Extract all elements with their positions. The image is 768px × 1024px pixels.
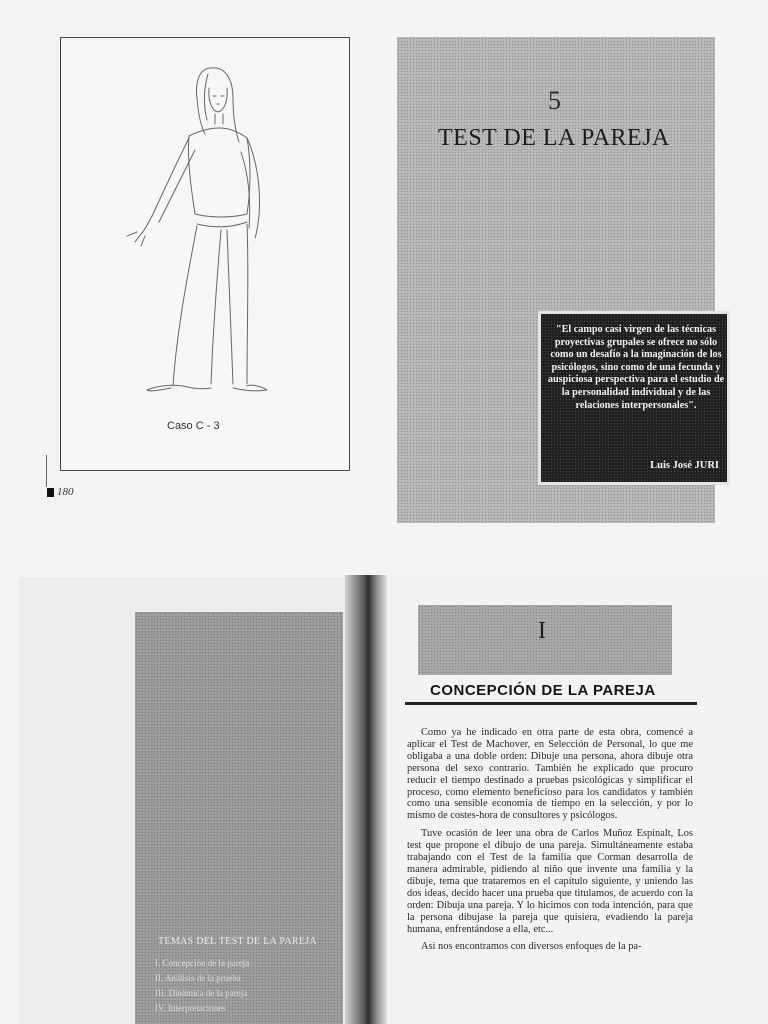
contents-item: IV. Interpretaciones xyxy=(155,1003,226,1013)
epigraph-quote: "El campo casi virgen de las técnicas proyectivas grupales se ofrece no sólo como un desafío a la imaginación de los psicólogos, sino como de una fecunda y auspiciosa perspectiva para el estudio de la personalidad individual y de las relaciones interpersonales". xyxy=(547,324,725,411)
chapter-number: 5 xyxy=(548,86,561,115)
contents-item: III. Dinámica de la pareja xyxy=(155,988,248,998)
contents-item: I. Concepción de la pareja xyxy=(155,958,250,968)
contents-item: II. Análisis de la prueba xyxy=(155,973,241,983)
body-paragraph: Tuve ocasión de leer una obra de Carlos Muñoz Espinalt, Los test que propone el dibujo de una pareja. Simultáneamente estaba trabajando con el Test de la familia que Corman desarrolla de manera admirable, pidiendo al niño que invente una familia y la dibuje, tema que trataremos en el capítulo siguiente, y uniendo las dos ideas, decido hacer una prueba que titulamos, de acuerdo con la orden: Dibuja una pareja. Y lo hicimos con toda intención, para que la persona dibujase la pareja que quisiera, evadiendo la pareja humana, enfrentándose a ella, etc... xyxy=(407,828,693,935)
section-number: I xyxy=(538,618,546,644)
body-text xyxy=(407,727,693,956)
epigraph-author: Luis José JURI xyxy=(650,460,719,471)
body-paragraph: Así nos encontramos con diversos enfoques de la pa- xyxy=(421,941,642,953)
section-rule xyxy=(405,702,697,705)
book-gutter xyxy=(345,575,387,1024)
chapter-title: TEST DE LA PAREJA xyxy=(438,125,670,151)
figure-drawing xyxy=(61,38,349,470)
figure-frame xyxy=(60,37,350,471)
contents-title: TEMAS DEL TEST DE LA PAREJA xyxy=(158,936,317,947)
figure-caption: Caso C - 3 xyxy=(167,420,220,432)
epigraph-box xyxy=(538,311,730,485)
page-number: 180 xyxy=(57,486,74,498)
body-paragraph: Como ya he indicado en otra parte de esta obra, comencé a aplicar el Test de Machover, en Selección de Personal, lo que me obligaba a una doble orden: Dibuje una persona, ahora dibuje otra persona del sexo contrario. También he explicado que procuro reducir el tiempo destinado a pruebas psicológicas y simplificar el proceso, como elemento beneficioso para los candidatos y también como una sensible economía de tiempo en la selección, y por lo mismo de costes-hora de consultores y psicólogos. xyxy=(407,727,693,822)
margin-rule xyxy=(46,455,47,487)
section-title: CONCEPCIÓN DE LA PAREJA xyxy=(430,682,656,699)
page-marker xyxy=(47,488,54,497)
